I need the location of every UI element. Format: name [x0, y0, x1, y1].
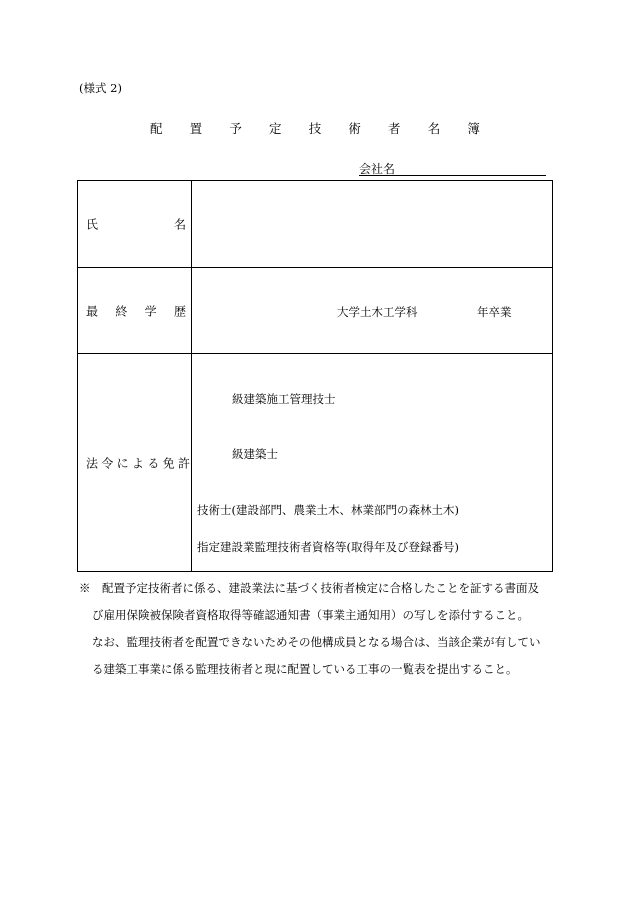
label-char: に [116, 456, 129, 470]
name-label [86, 216, 186, 233]
title-char: 配 [150, 121, 163, 136]
education-label [86, 302, 186, 319]
label-char: 免 [162, 456, 175, 470]
education-graduation: 年卒業 [477, 305, 512, 319]
label-char: 許 [177, 456, 190, 470]
license-item: 技術士(建設部門、農業土木、林業部門の森林土木) [197, 503, 459, 517]
education-row [78, 268, 552, 354]
technician-form-table [77, 180, 553, 572]
company-name-field[interactable] [359, 160, 546, 176]
license-label [86, 454, 190, 471]
license-item: 級建築士 [232, 447, 278, 461]
license-item: 級建築施工管理技士 [232, 392, 336, 406]
name-label-cell [78, 181, 192, 267]
title-char: 予 [229, 121, 242, 136]
label-char: 終 [115, 304, 128, 318]
label-char: よ [131, 456, 144, 470]
company-name-label: 会社名 [359, 162, 396, 176]
label-char: 氏 [86, 217, 99, 232]
label-char: 法 [86, 456, 99, 470]
label-char: る [147, 456, 160, 470]
license-label-cell [78, 354, 192, 571]
title-char: 定 [269, 121, 282, 136]
name-row [78, 181, 552, 268]
title-char: 術 [348, 121, 361, 136]
title-char: 技 [308, 121, 322, 136]
form-number: (様式 2) [79, 81, 122, 95]
note-line: び雇用保険被保険者資格取得等確認通知書（事業主通知用）の写しを添付すること。 [92, 608, 529, 622]
label-char: 最 [86, 304, 99, 318]
label-char: 学 [144, 304, 157, 318]
title-char: 置 [189, 121, 203, 136]
title-char: 名 [427, 121, 441, 136]
note-line: ※ 配置予定技術者に係る、建設業法に基づく技術者検定に合格したことを証する書面及 [79, 581, 539, 595]
education-label-cell [78, 268, 192, 353]
note-line: る建築工事業に係る監理技術者と現に配置している工事の一覧表を提出すること。 [92, 662, 518, 676]
title-char: 者 [388, 121, 401, 136]
label-char: 名 [173, 217, 186, 232]
label-char: 令 [101, 456, 114, 470]
education-major: 大学土木工学科 [337, 305, 418, 319]
name-value-cell[interactable] [192, 181, 552, 267]
license-row [78, 354, 552, 571]
label-char: 歴 [173, 304, 186, 318]
document-title [150, 119, 480, 137]
license-item: 指定建設業監理技術者資格等(取得年及び登録番号) [197, 540, 459, 554]
title-char: 簿 [467, 121, 480, 136]
note-line: なお、監理技術者を配置できないためその他構成員となる場合は、当該企業が有してい [92, 635, 541, 649]
